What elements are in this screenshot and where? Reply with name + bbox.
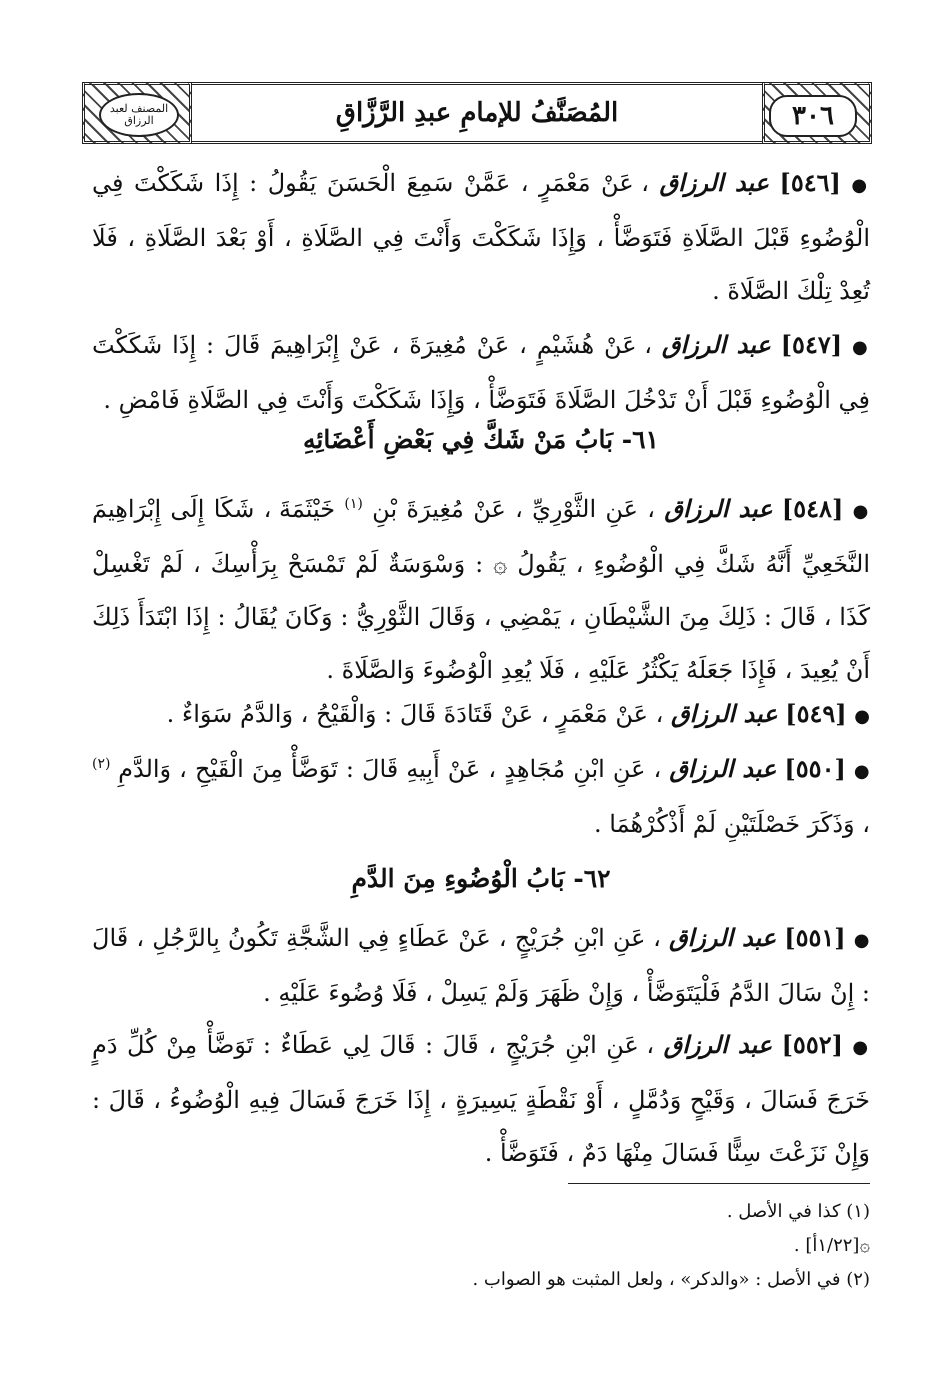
footnote-ref: (١): [344, 496, 363, 512]
narrator-name: عبد الرزاق: [661, 330, 771, 359]
page-header: [82, 82, 872, 144]
narrator-name: عبد الرزاق: [664, 494, 773, 523]
footnote-folio: ۞[١/٢٢أ] .: [793, 1235, 870, 1256]
hadith-text: خَيْثَمَةَ ، شَكَا إِلَى إِبْرَاهِيمَ النَّخَعِيِّ أَنَّهُ شَكَّ فِي الْوُضُوءِ ، يَقُولُ ۞ : وَسْوَسَةٌ لَمْ تَمْسَحْ بِرَأْسِكَ ، لَمْ تَغْسِلْ كَذَا ، قَالَ : ذَلِكَ مِنَ الشَّيْطَانِ ، يَمْضِي ، وَقَالَ الثَّوْرِيُّ : وَكَانَ يُقَالُ : إِذَا ابْتَدَأَ ذَلِكَ أَنْ يُعِيدَ ، فَإِذَا جَعَلَهُ يَكْثُرُ عَلَيْهِ ، فَلَا يُعِدِ الْوُضُوءَ وَالصَّلَاةَ .: [92, 495, 870, 684]
bullet-icon: ●: [851, 337, 870, 358]
hadith-number: [٥٤٧]: [780, 330, 843, 359]
hadith-number: [٥٥١]: [784, 923, 846, 952]
hadith-number: [٥٤٦]: [779, 168, 841, 197]
narrator-name: عبد الرزاق: [663, 1030, 773, 1059]
hadith-551: [92, 911, 870, 1020]
running-title: المُصَنَّفُ للإمامِ عبدِ الرَّزَّاقِ: [192, 82, 762, 144]
bullet-icon: ●: [853, 930, 870, 951]
hadith-number: [٥٤٨]: [781, 494, 844, 523]
hadith-text: ، عَنْ مَعْمَرٍ ، عَمَّنْ سَمِعَ الْحَسَنَ يَقُولُ : إِذَا شَكَكْتَ فِي الْوُضُوءِ قَبْلَ الصَّلَاةِ فَتَوَضَّأْ ، وَإِذَا شَكَكْتَ وَأَنْتَ فِي الصَّلَاةِ ، أَوْ بَعْدَ الصَّلَاةِ ، فَلَا تُعِدْ تِلْكَ الصَّلَاةَ .: [92, 169, 870, 305]
bullet-icon: ●: [852, 1037, 870, 1058]
hadith-552: [92, 1018, 870, 1180]
footnote-ref: (٢): [92, 756, 111, 772]
hadith-549: [92, 687, 870, 743]
chapter-heading-61: ٦١- بَابُ مَنْ شَكَّ فِي بَعْضِ أَعْضَائِهِ: [303, 425, 659, 454]
hadith-text: ، عَنِ ابْنِ مُجَاهِدٍ ، عَنْ أَبِيهِ قَالَ : تَوَضَّأْ مِنَ الْقَيْحِ ، وَالدَّمِ: [118, 755, 662, 783]
bullet-icon: ●: [854, 706, 870, 727]
hadith-548: [92, 482, 870, 697]
book-seal-logo: المصنف لعبد الرزاق: [99, 93, 179, 137]
hadith-text: ، وَذَكَرَ خَصْلَتَيْنِ لَمْ أَذْكُرْهُمَا .: [594, 810, 870, 838]
narrator-name: عبد الرزاق: [668, 923, 777, 952]
hadith-547: [92, 318, 870, 427]
footnote-2: (٢) في الأصل : «والدكر» ، ولعل المثبت هو الصواب .: [472, 1269, 870, 1290]
hadith-number: [٥٥٠]: [784, 754, 846, 783]
bullet-icon: ●: [851, 175, 870, 196]
footnote-divider: [568, 1183, 870, 1184]
bullet-icon: ●: [852, 501, 870, 522]
hadith-550: [92, 742, 870, 851]
narrator-name: عبد الرزاق: [670, 699, 778, 728]
hadith-number: [٥٤٩]: [785, 699, 847, 728]
hadith-number: [٥٥٢]: [781, 1030, 843, 1059]
narrator-name: عبد الرزاق: [669, 754, 777, 783]
narrator-name: عبد الرزاق: [659, 168, 769, 197]
hadith-text: ، عَنِ ابْنِ جُرَيْجٍ ، قَالَ : قَالَ لِي عَطَاءٌ : تَوَضَّأْ مِنْ كُلِّ دَمٍ خَرَجَ فَسَالَ ، وَقَيْحٍ وَدُمَّلٍ ، أَوْ نَقْطَةٍ يَسِيرَةٍ ، إِذَا خَرَجَ فَسَالَ فِيهِ الْوُضُوءُ ، قَالَ : وَإِنْ نَزَعْتَ سِنًّا فَسَالَ مِنْهَا دَمٌ ، فَتَوَضَّأْ .: [92, 1031, 870, 1167]
footnote-1: (١) كذا في الأصل .: [726, 1201, 870, 1222]
hadith-text: ، عَنْ مَعْمَرٍ ، عَنْ قَتَادَةَ قَالَ : وَالْقَيْحُ ، وَالدَّمُ سَوَاءٌ .: [166, 700, 664, 728]
hadith-text: ، عَنِ ابْنِ جُرَيْجٍ ، عَنْ عَطَاءٍ فِي الشَّجَّةِ تَكُونُ بِالرَّجُلِ ، قَالَ : إِنْ سَالَ الدَّمُ فَلْيَتَوَضَّأْ ، وَإِنْ ظَهَرَ وَلَمْ يَسِلْ ، فَلَا وُضُوءَ عَلَيْهِ .: [92, 924, 870, 1007]
hadith-text: ، عَنْ هُشَيْمٍ ، عَنْ مُغِيرَةَ ، عَنْ إِبْرَاهِيمَ قَالَ : إِذَا شَكَكْتَ فِي الْوُضُوءِ قَبْلَ أَنْ تَدْخُلَ الصَّلَاةَ فَتَوَضَّأْ ، وَإِذَا شَكَكْتَ وَأَنْتَ فِي الصَّلَاةِ فَامْضِ .: [92, 331, 870, 414]
header-ornament-right: [762, 82, 872, 144]
bullet-icon: ●: [853, 761, 871, 782]
hadith-text: ، عَنِ الثَّوْرِيِّ ، عَنْ مُغِيرَةَ بْنِ: [372, 495, 656, 523]
header-ornament-left: [82, 82, 192, 144]
chapter-heading-62: ٦٢- بَابُ الْوُضُوءِ مِنَ الدَّمِ: [351, 864, 611, 893]
page-number: ٣٠٦: [769, 95, 857, 137]
hadith-546: [92, 156, 870, 318]
